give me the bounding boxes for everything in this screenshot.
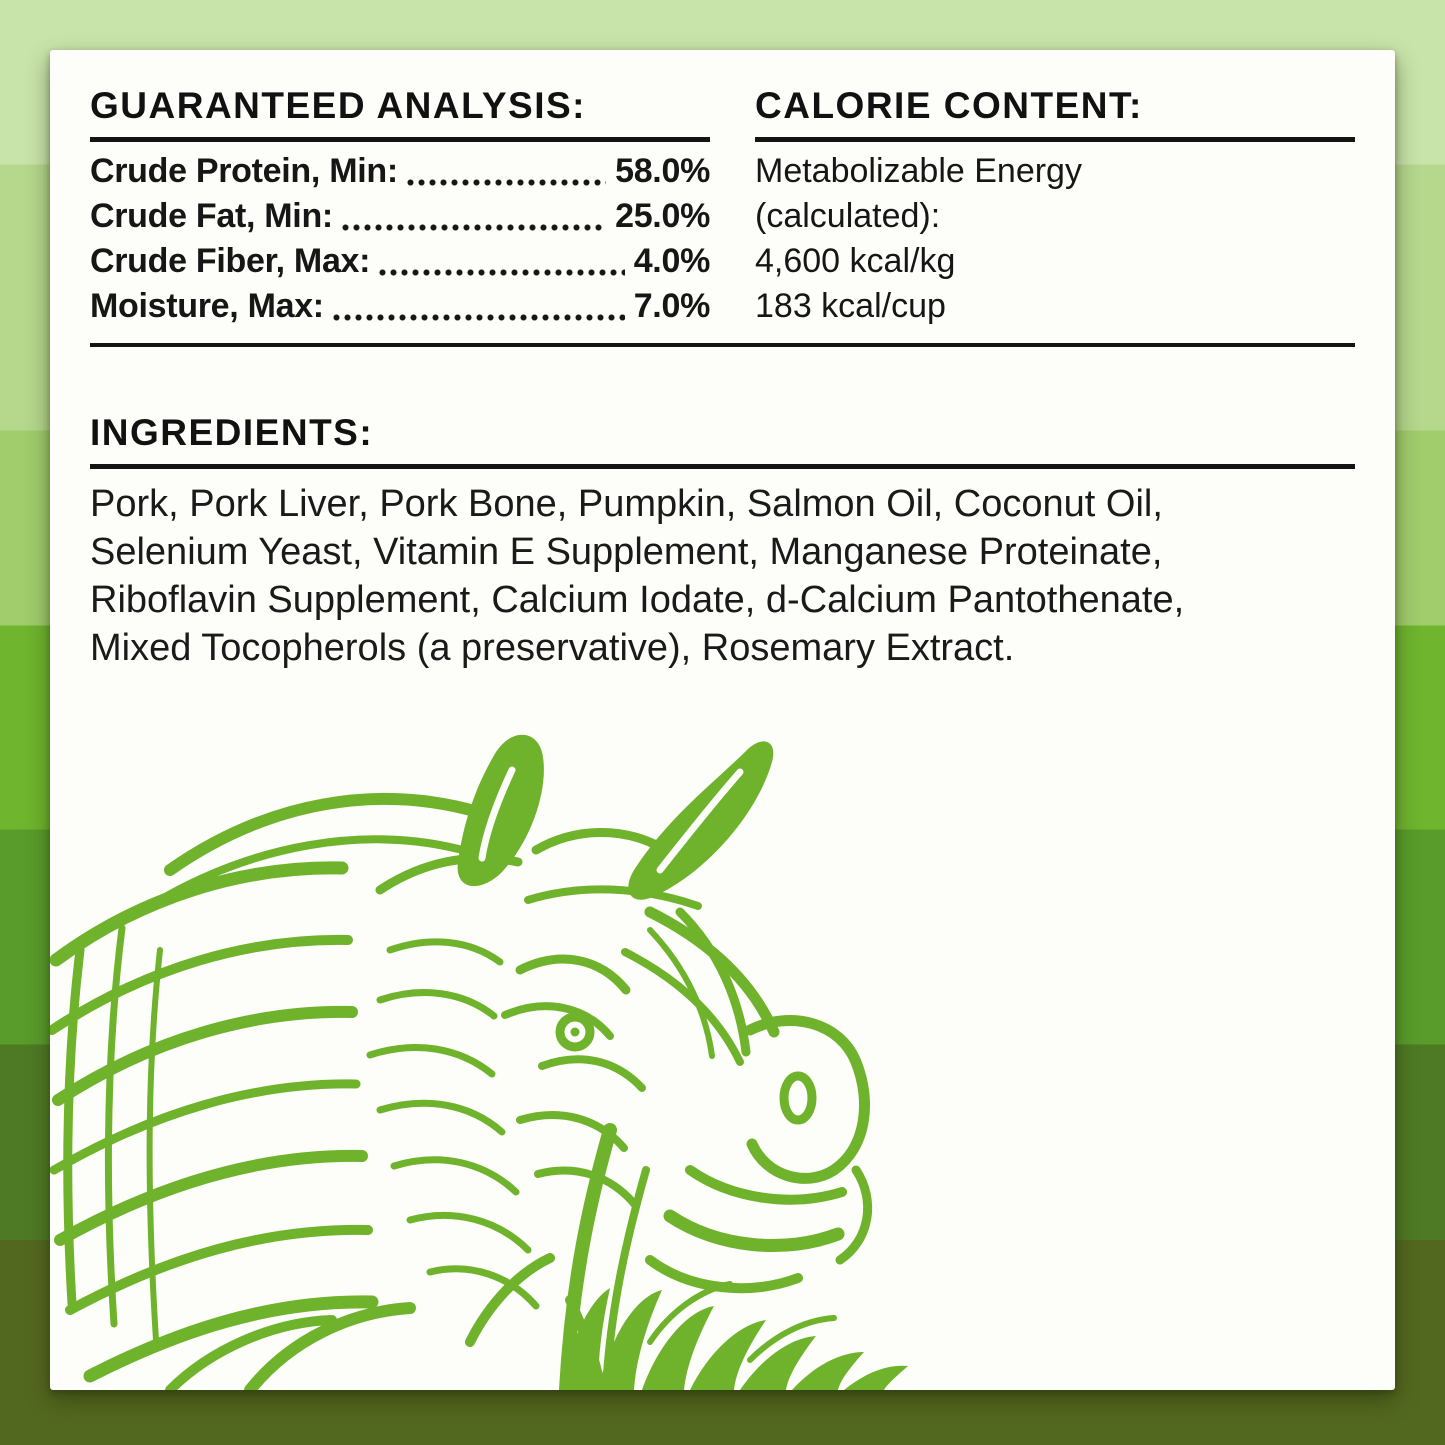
analysis-row-label: Crude Protein, Min:	[90, 152, 398, 190]
analysis-row-crude-fiber	[90, 239, 710, 284]
calorie-line: 4,600 kcal/kg	[755, 242, 956, 280]
section-divider-rule	[90, 343, 1355, 347]
ingredients-text	[90, 480, 1355, 672]
calorie-content-section	[755, 84, 1355, 329]
analysis-row-value: 4.0%	[633, 242, 710, 280]
dotted-leader	[407, 179, 606, 186]
analysis-row-moisture	[90, 284, 710, 329]
analysis-row-label: Crude Fat, Min:	[90, 197, 333, 235]
guaranteed-analysis-section	[90, 84, 710, 329]
ingredients-text-line: Mixed Tocopherols (a preservative), Rosemary Extract.	[90, 627, 1015, 669]
ingredients-text-line: Riboflavin Supplement, Calcium Iodate, d-Calcium Pantothenate,	[90, 579, 1185, 621]
ingredients-title: INGREDIENTS:	[90, 411, 1355, 469]
analysis-row-crude-protein	[90, 149, 710, 194]
dotted-leader	[333, 314, 625, 321]
analysis-row-value: 7.0%	[633, 287, 710, 325]
dotted-leader	[379, 269, 625, 276]
calorie-line: (calculated):	[755, 197, 941, 235]
ingredients-text-line: Selenium Yeast, Vitamin E Supplement, Manganese Proteinate,	[90, 531, 1163, 573]
calorie-line: Metabolizable Energy	[755, 152, 1082, 190]
guaranteed-analysis-title: GUARANTEED ANALYSIS:	[90, 84, 710, 142]
analysis-row-label: Crude Fiber, Max:	[90, 242, 371, 280]
calorie-content-title: CALORIE CONTENT:	[755, 84, 1355, 142]
ingredients-section	[90, 411, 1355, 672]
calorie-line: 183 kcal/cup	[755, 287, 946, 325]
ingredients-text-line: Pork, Pork Liver, Pork Bone, Pumpkin, Salmon Oil, Coconut Oil,	[90, 483, 1163, 525]
analysis-calorie-columns	[90, 84, 1355, 329]
analysis-row-value: 25.0%	[615, 197, 710, 235]
pig-illustration	[50, 700, 930, 1390]
calorie-content-lines	[755, 149, 1355, 329]
dotted-leader	[342, 224, 606, 231]
analysis-row-crude-fat	[90, 194, 710, 239]
analysis-row-label: Moisture, Max:	[90, 287, 324, 325]
analysis-row-value: 58.0%	[615, 152, 710, 190]
guaranteed-analysis-rows	[90, 149, 710, 329]
nutrition-label-card	[50, 50, 1395, 1390]
